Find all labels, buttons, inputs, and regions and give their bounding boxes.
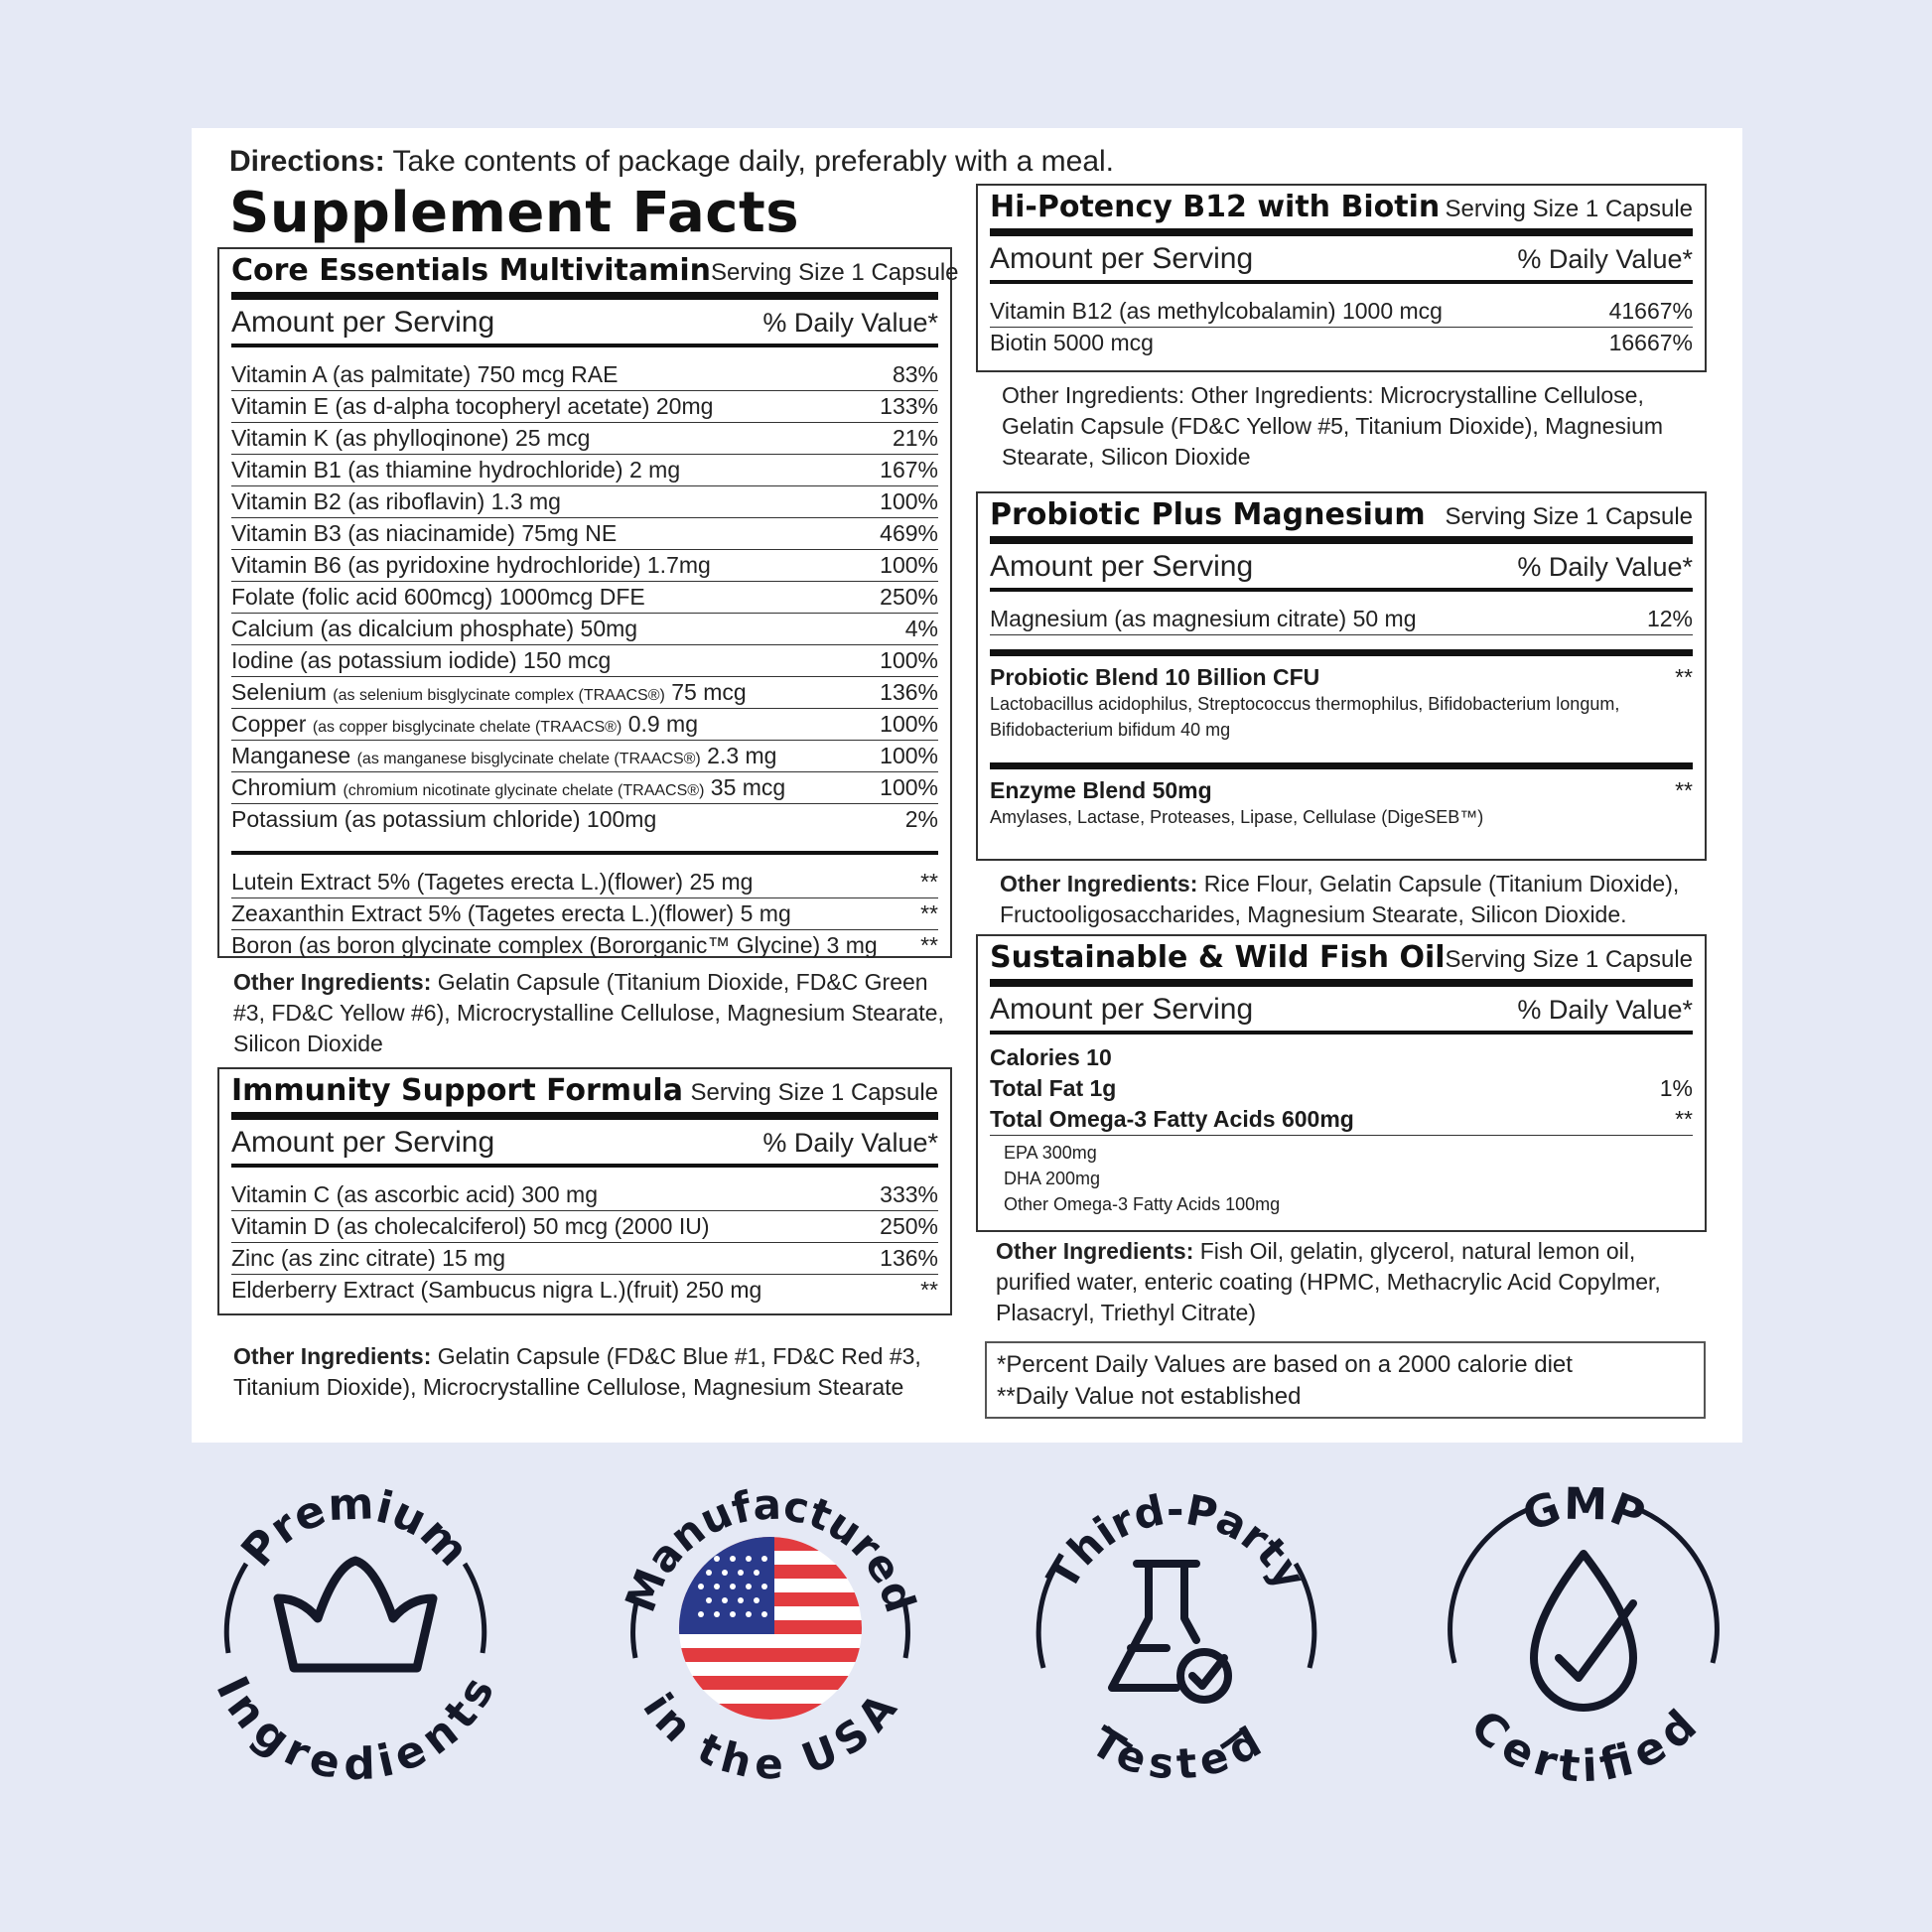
nutrient-dv: 250% [880,1213,938,1239]
page-title: Supplement Facts [229,181,800,245]
daily-value-label: % Daily Value* [1517,552,1693,582]
nutrient-name: Vitamin A (as palmitate) 750 mcg RAE [231,361,619,387]
mineral-amount: 75 mcg [671,679,747,705]
badge-bottom-text: Ingredients [206,1669,505,1791]
b12-panel [976,184,1707,372]
nutrient-dv: 100% [880,647,938,673]
badge-top-text: GMP [1516,1478,1652,1543]
badge-bottom-text: in the USA [633,1684,906,1789]
amount-per-serving-label: Amount per Serving [990,550,1254,583]
serving-size: Serving Size 1 Capsule [1445,503,1693,530]
immunity-panel [217,1067,952,1315]
nutrient-list [231,347,938,961]
nutrient-dv: 12% [1646,606,1693,631]
nutrient-dv: 83% [892,361,938,387]
nutrient-dv: ** [920,869,938,895]
nutrient-name: Boron (as boron glycinate complex (Bororganic™ Glycine) 3 mg [231,932,878,958]
blend-dv: ** [1675,664,1693,690]
probiotic-panel [976,491,1707,861]
nutrient-name: Potassium (as potassium chloride) 100mg [231,806,657,832]
flask-check-icon [1112,1564,1228,1700]
mineral-detail: (as manganese bisglycinate chelate (TRAACS®) [356,751,701,767]
footnote: **Daily Value not established [997,1383,1302,1410]
probiotic-other-ingredients [1000,869,1715,930]
nutrient-name: Magnesium (as magnesium citrate) 50 mg [990,606,1417,631]
badge-bottom-text: Certified [1460,1700,1707,1793]
badge-bottom-text: Tested [1082,1717,1270,1789]
blend-text: Amylases, Lactase, Proteases, Lipase, Cellulase (DigeSEB™) [990,807,1484,827]
nutrient-dv: 100% [880,552,938,578]
other-ingredients-label: Other Ingredients: [996,1238,1194,1264]
badge-top-text: Premium [231,1478,479,1577]
blend-title: Enzyme Blend 50mg [990,777,1212,803]
mineral-name: Chromium [231,774,338,800]
fish-other-ingredients [996,1236,1711,1328]
badge-usa [616,1479,925,1789]
nutrient-name: Vitamin B6 (as pyridoxine hydrochloride) 1.7mg [231,552,711,578]
nutrient-dv: 100% [880,488,938,514]
panel-title: Core Essentials Multivitamin [231,253,712,288]
nutrient-dv: 136% [880,679,938,705]
other-ingredients-text: Fish Oil, gelatin, glycerol, natural lemon oil, purified water, enteric coating (HPMC, Methacrylic Acid Copylmer, Plasacryl, Triethyl Citrate) [996,1238,1661,1325]
nutrient-name: Vitamin C (as ascorbic acid) 300 mg [231,1181,598,1207]
badge-top-text: Manufactured [616,1479,925,1619]
nutrient-name: Zeaxanthin Extract 5% (Tagetes erecta L.)(flower) 5 mg [231,900,791,926]
badge-gmp [1435,1478,1732,1793]
nutrient-name: Vitamin B3 (as niacinamide) 75mg NE [231,520,618,546]
supplement-label [192,128,1742,1443]
omega3-sub: EPA 300mg [1004,1143,1097,1163]
mineral-detail: (as copper bisglycinate chelate (TRAACS®) [312,719,622,736]
nutrient-name: Folate (folic acid 600mcg) 1000mcg DFE [231,584,645,610]
mineral-detail: (as selenium bisglycinate complex (TRAACS®) [333,687,665,704]
nutrient-dv: 133% [880,393,938,419]
nutrient-dv: ** [920,932,938,958]
nutrient-dv: 21% [892,425,938,451]
drop-check-icon [1534,1554,1633,1708]
serving-size: Serving Size 1 Capsule [690,1079,938,1106]
serving-size: Serving Size 1 Capsule [1445,196,1693,222]
nutrient-name: Zinc (as zinc citrate) 15 mg [231,1245,506,1271]
mineral-name: Selenium [231,679,327,705]
other-ingredients-label: Other Ingredients: [233,1343,432,1369]
mineral-name: Manganese [231,743,351,768]
directions [229,145,1114,179]
core-other-ingredients [233,967,948,1059]
nutrient-dv: ** [920,900,938,926]
nutrient-dv: 469% [880,520,938,546]
nutrient-dv: 2% [904,806,938,832]
probiotic-blend [990,649,1693,743]
nutrient-list [990,592,1693,635]
daily-value-label: % Daily Value* [762,1128,938,1158]
nutrient-dv: 100% [880,774,938,800]
blend-text: Lactobacillus acidophilus, Streptococcus thermophilus, Bifidobacterium longum, Bifidobacterium bifidum 40 mg [990,694,1620,740]
mineral-amount: 0.9 mg [627,711,699,737]
total-fat: Total Fat 1g [990,1075,1117,1101]
nutrient-dv: 16667% [1608,330,1693,355]
enzyme-blend [990,762,1693,830]
nutrient-list [990,284,1693,358]
badge-premium [206,1478,505,1791]
b12-other-ingredients [1002,380,1717,473]
total-fat-dv: 1% [1659,1075,1693,1101]
calories: Calories 10 [990,1044,1112,1070]
nutrient-dv: 100% [880,743,938,768]
nutrient-list [231,1168,938,1306]
amount-per-serving-label: Amount per Serving [231,306,495,339]
nutrient-name: Iodine (as potassium iodide) 150 mcg [231,647,612,673]
mineral-amount: 35 mcg [710,774,786,800]
panel-title: Immunity Support Formula [231,1073,683,1108]
mineral-amount: 2.3 mg [707,743,777,768]
nutrient-name: Vitamin B12 (as methylcobalamin) 1000 mcg [990,298,1443,324]
nutrient-dv: 41667% [1608,298,1693,324]
omega3-total: Total Omega-3 Fatty Acids 600mg [990,1106,1354,1132]
amount-per-serving-label: Amount per Serving [990,993,1254,1026]
nutrient-name: Vitamin B1 (as thiamine hydrochloride) 2 mg [231,457,681,483]
other-ingredients-text: Other Ingredients: Other Ingredients: Microcrystalline Cellulose, Gelatin Capsule (FD&C Yellow #5, Titanium Dioxide), Magnesium Stearate, Silicon Dioxide [1002,382,1664,470]
badge-third-party [1028,1479,1325,1789]
nutrient-dv: 100% [880,711,938,737]
other-ingredients-text: Rice Flour, Gelatin Capsule (Titanium Dioxide), Fructooligosaccharides, Magnesium Stearate, Silicon Dioxide. [1000,871,1680,927]
amount-per-serving-label: Amount per Serving [990,242,1254,275]
mineral-name: Copper [231,711,307,737]
badge-top-text: Third-Party [1036,1484,1316,1598]
nutrient-name: Biotin 5000 mcg [990,330,1154,355]
directions-label: Directions: [229,145,385,178]
crown-icon [278,1561,433,1668]
nutrient-dv: 167% [880,457,938,483]
us-flag-icon [679,1537,862,1720]
core-multivitamin-panel [217,247,959,958]
daily-value-label: % Daily Value* [1517,995,1693,1025]
blend-dv: ** [1675,777,1693,803]
other-ingredients-text: Gelatin Capsule (FD&C Blue #1, FD&C Red #3, Titanium Dioxide), Microcrystalline Cellulose, Magnesium Stearate [233,1343,921,1400]
panel-title: Sustainable & Wild Fish Oil [990,940,1446,975]
nutrient-name: Calcium (as dicalcium phosphate) 50mg [231,616,638,641]
nutrient-name: Lutein Extract 5% (Tagetes erecta L.)(flower) 25 mg [231,869,754,895]
nutrient-dv: ** [920,1277,938,1303]
other-ingredients-label: Other Ingredients: [1000,871,1198,897]
nutrient-name: Elderberry Extract (Sambucus nigra L.)(fruit) 250 mg [231,1277,762,1303]
other-ingredients-label: Other Ingredients: [233,969,432,995]
fish-oil-panel [976,934,1707,1232]
omega3-sub: Other Omega-3 Fatty Acids 100mg [1004,1194,1281,1214]
other-ingredients-text: Gelatin Capsule (Titanium Dioxide, FD&C Green #3, FD&C Yellow #6), Microcrystalline Cellulose, Magnesium Stearate, Silicon Dioxide [233,969,944,1056]
immunity-other-ingredients [233,1341,963,1403]
nutrient-name: Vitamin D (as cholecalciferol) 50 mcg (2000 IU) [231,1213,710,1239]
nutrient-dv: 250% [880,584,938,610]
footnote: *Percent Daily Values are based on a 2000 calorie diet [997,1351,1573,1378]
serving-size: Serving Size 1 Capsule [1445,946,1693,973]
panel-title: Probiotic Plus Magnesium [990,497,1426,532]
nutrient-dv: 333% [880,1181,938,1207]
nutrient-list [990,1035,1693,1217]
daily-value-label: % Daily Value* [1517,244,1693,274]
mineral-detail: (chromium nicotinate glycinate chelate (TRAACS®) [343,782,705,799]
nutrient-name: Vitamin K (as phylloqinone) 25 mcg [231,425,591,451]
daily-value-label: % Daily Value* [762,308,938,338]
nutrient-name: Vitamin B2 (as riboflavin) 1.3 mg [231,488,561,514]
serving-size: Serving Size 1 Capsule [711,259,959,286]
nutrient-dv: 136% [880,1245,938,1271]
blend-title: Probiotic Blend 10 Billion CFU [990,664,1320,690]
panel-title: Hi-Potency B12 with Biotin [990,190,1441,224]
omega3-dv: ** [1675,1106,1693,1132]
nutrient-name: Vitamin E (as d-alpha tocopheryl acetate) 20mg [231,393,714,419]
directions-text: Take contents of package daily, preferably with a meal. [392,145,1115,178]
footnotes [985,1341,1706,1419]
omega3-sub: DHA 200mg [1004,1169,1101,1188]
nutrient-dv: 4% [904,616,938,641]
amount-per-serving-label: Amount per Serving [231,1126,495,1159]
